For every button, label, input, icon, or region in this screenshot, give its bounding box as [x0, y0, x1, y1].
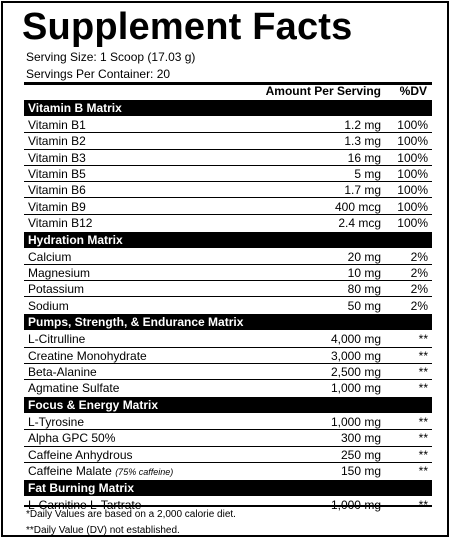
table-row — [24, 199, 432, 215]
table-row — [24, 215, 432, 231]
nutrient-name — [28, 447, 133, 463]
dv-value: ** — [418, 447, 428, 462]
servings-per-container: Servings Per Container: 20 — [26, 67, 171, 81]
table-header — [24, 83, 432, 99]
table-row — [24, 447, 432, 463]
nutrient-name — [28, 430, 115, 446]
dv-value: 2% — [410, 282, 428, 297]
table-row — [24, 380, 432, 396]
nutrient-name — [28, 215, 92, 231]
dv-value: ** — [418, 431, 428, 446]
nutrient-label: Vitamin B9 — [28, 199, 86, 214]
nutrient-name — [28, 117, 86, 133]
nutrient-name — [28, 199, 86, 215]
nutrient-label: L-Tyrosine — [28, 415, 85, 429]
nutrient-label: Sodium — [28, 298, 69, 313]
nutrient-label: Vitamin B1 — [28, 118, 86, 132]
supplement-facts-panel — [1, 1, 449, 537]
amount-value: 16 mg — [347, 150, 381, 165]
table-row — [24, 331, 432, 347]
nutrient-label: Vitamin B5 — [28, 166, 86, 181]
amount-value: 10 mg — [347, 265, 381, 280]
nutrient-label: Calcium — [28, 249, 72, 264]
nutrient-name — [28, 414, 84, 430]
amount-value: 1,000 mg — [330, 415, 381, 429]
amount-value: 250 mg — [340, 447, 381, 462]
nutrient-name — [28, 249, 71, 265]
nutrient-label: Vitamin B12 — [28, 215, 93, 230]
nutrient-note: (75% caffeine) — [115, 466, 174, 477]
table-row — [24, 463, 432, 479]
nutrient-name — [28, 364, 97, 380]
dv-value: 100% — [397, 118, 428, 132]
amount-value: 5 mg — [354, 166, 381, 181]
section-header: Vitamin B Matrix — [24, 100, 432, 116]
section-header: Fat Burning Matrix — [24, 480, 432, 496]
section-header: Hydration Matrix — [24, 232, 432, 248]
amount-value: 1.7 mg — [344, 183, 381, 198]
amount-value: 2.4 mcg — [338, 215, 381, 230]
amount-value: 150 mg — [340, 463, 381, 478]
amount-column-header: Amount Per Serving — [265, 84, 381, 98]
nutrient-name — [28, 150, 86, 166]
dv-value: 100% — [397, 199, 428, 214]
nutrient-label: Alpha GPC 50% — [28, 431, 116, 446]
table-row — [24, 117, 432, 133]
table-row — [24, 166, 432, 182]
amount-value: 1,000 mg — [330, 381, 381, 396]
nutrient-name — [28, 182, 86, 198]
amount-value: 80 mg — [347, 282, 381, 297]
table-row — [24, 150, 432, 166]
table-row — [24, 133, 432, 149]
nutrient-label: Caffeine Anhydrous — [28, 447, 133, 462]
table-row — [24, 265, 432, 281]
footnote-daily-values: *Daily Values are based on a 2,000 calorie diet. — [26, 509, 236, 520]
table-row — [24, 348, 432, 364]
dv-value: 2% — [410, 298, 428, 313]
nutrient-label: Magnesium — [28, 265, 91, 280]
table-row — [24, 281, 432, 297]
nutrient-name — [28, 298, 69, 314]
nutrient-label: Vitamin B2 — [28, 134, 86, 149]
nutrient-label: L-Citrulline — [28, 332, 86, 347]
table-row — [24, 414, 432, 430]
amount-value: 4,000 mg — [330, 332, 381, 347]
dv-column-header: %DV — [399, 84, 427, 98]
nutrient-name — [28, 133, 86, 149]
amount-value: 50 mg — [347, 298, 381, 313]
nutrient-label: Caffeine Malate — [28, 463, 112, 478]
amount-value: 300 mg — [340, 431, 381, 446]
nutrient-name — [28, 281, 84, 297]
nutrient-name — [28, 166, 86, 182]
nutrient-name — [28, 348, 147, 364]
dv-value: ** — [418, 348, 428, 363]
amount-value: 2,500 mg — [330, 364, 381, 379]
amount-value: 3,000 mg — [330, 348, 381, 363]
section-header: Focus & Energy Matrix — [24, 397, 432, 413]
nutrient-name — [28, 380, 119, 396]
bottom-divider — [24, 505, 432, 507]
table-row — [24, 182, 432, 198]
dv-value: 100% — [397, 215, 428, 230]
dv-value: 100% — [397, 183, 428, 198]
dv-value: ** — [418, 463, 428, 478]
nutrient-label: Potassium — [28, 282, 85, 297]
nutrient-name — [28, 463, 173, 480]
dv-value: 100% — [397, 166, 428, 181]
panel-title: Supplement Facts — [22, 6, 353, 48]
dv-value: 2% — [410, 265, 428, 280]
nutrient-name — [28, 331, 85, 347]
amount-value: 400 mcg — [334, 199, 381, 214]
dv-value: 100% — [397, 150, 428, 165]
dv-value: ** — [418, 381, 428, 396]
nutrient-label: Vitamin B6 — [28, 183, 86, 198]
nutrient-name — [28, 265, 90, 281]
dv-value: 2% — [410, 249, 428, 264]
amount-value: 1.3 mg — [344, 134, 381, 149]
table-row — [24, 298, 432, 314]
amount-value: 1.2 mg — [344, 118, 381, 132]
table-row — [24, 430, 432, 446]
dv-value: ** — [418, 415, 428, 429]
dv-value: 100% — [397, 134, 428, 149]
nutrient-label: Agmatine Sulfate — [28, 381, 120, 396]
table-row — [24, 364, 432, 380]
dv-value: ** — [418, 332, 428, 347]
serving-size: Serving Size: 1 Scoop (17.03 g) — [26, 50, 196, 64]
section-header: Pumps, Strength, & Endurance Matrix — [24, 314, 432, 330]
table-row — [24, 249, 432, 265]
nutrient-label: Vitamin B3 — [28, 150, 86, 165]
footnote-dv-not-established: **Daily Value (DV) not established. — [26, 525, 180, 536]
amount-value: 20 mg — [347, 249, 381, 264]
nutrient-label: Beta-Alanine — [28, 364, 97, 379]
nutrient-label: Creatine Monohydrate — [28, 348, 147, 363]
dv-value: ** — [418, 364, 428, 379]
